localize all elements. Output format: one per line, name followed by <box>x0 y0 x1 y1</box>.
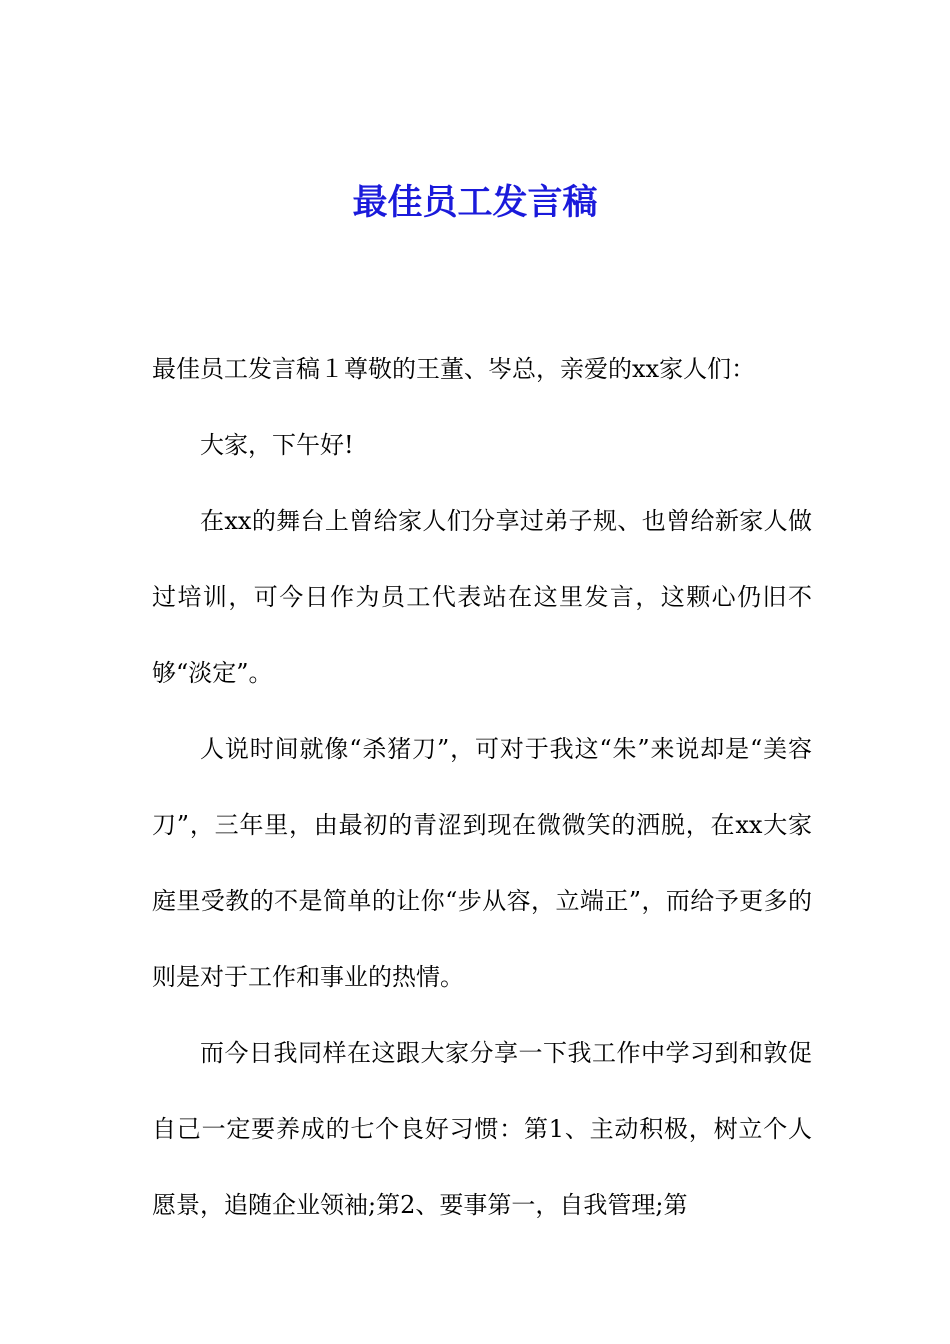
paragraph-habits: 而今日我同样在这跟大家分享一下我工作中学习到和敦促自己一定要养成的七个良好习惯：第1、主动积极，树立个人愿景，追随企业领袖;第2、要事第一，自我管理;第 <box>152 1039 812 1219</box>
paragraph-greeting: 大家，下午好! <box>200 431 354 459</box>
document-body <box>152 331 812 1243</box>
document-title: 最佳员工发言稿 <box>352 183 598 223</box>
paragraph-intro: 在xx的舞台上曾给家人们分享过弟子规、也曾给新家人做过培训，可今日作为员工代表站在这里发言，这颗心仍旧不够“淡定”。 <box>152 507 812 687</box>
paragraph-salutation: 最佳员工发言稿１尊敬的王董、岑总，亲爱的xx家人们： <box>152 355 756 383</box>
paragraph-time: 人说时间就像“杀猪刀”，可对于我这“朱”来说却是“美容刀”，三年里，由最初的青涩到现在微微笑的洒脱，在xx大家庭里受教的不是简单的让你“步从容，立端正”，而给予更多的则是对于工作和事业的热情。 <box>152 735 812 991</box>
